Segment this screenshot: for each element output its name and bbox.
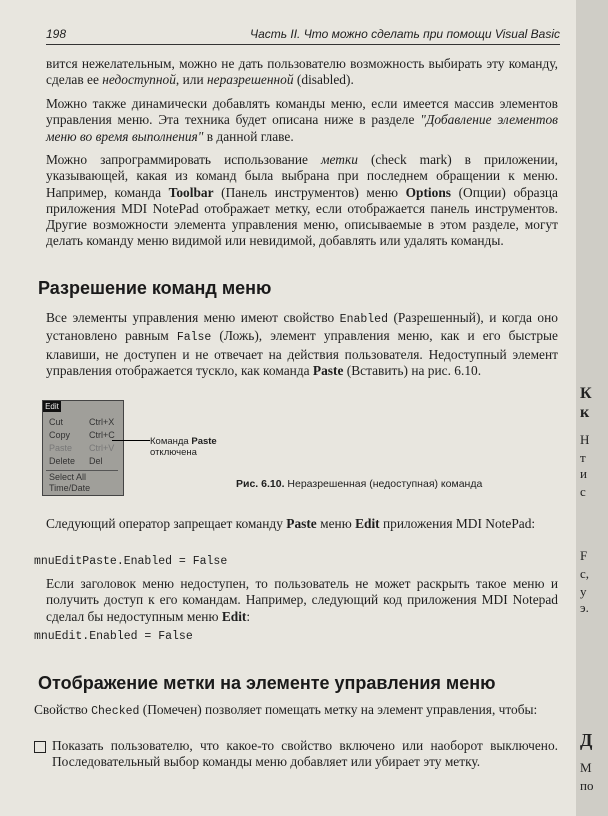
menu-item-paste-disabled: Paste — [49, 443, 73, 453]
edge-letter: к — [580, 404, 590, 421]
edge-letter: у — [580, 584, 587, 599]
menu-title-edit: Edit — [43, 401, 61, 412]
figure-edit-menu — [42, 400, 124, 496]
paragraph-checked-property: Свойство Checked (Помечен) позволяет помещать метку на элемент управления, чтобы: — [34, 702, 538, 718]
menu-item-time-date: Time/Date — [49, 483, 91, 493]
menu-item-copy: Copy — [49, 430, 71, 440]
adjacent-page-edge — [576, 0, 608, 816]
section-heading-check-mark: Отображение метки на элементе управления меню — [38, 673, 496, 693]
menu-item-delete: Delete — [49, 456, 76, 466]
menu-item-cut: Cut — [49, 417, 64, 427]
menu-shortcut-paste: Ctrl+V — [89, 443, 115, 453]
edge-letter: по — [580, 778, 594, 793]
callout-line — [112, 440, 150, 441]
bullet-item-show-user: Показать пользователю, что какое-то свойство включено или наоборот выключено. Последовательный выбор команды меню добавляет или убирает эту метку. — [52, 738, 558, 770]
menu-shortcut-delete: Del — [89, 456, 103, 466]
code-disable-paste: mnuEditPaste.Enabled = False — [34, 555, 228, 568]
edge-letter: Д — [580, 730, 593, 750]
paragraph-dynamic-menu: Можно также динамически добавлять команды меню, если имеется массив элементов управления меню. Эта техника будет описана ниже в разделе "Добавление элементов меню во время выполнения" в данной главе. — [46, 96, 558, 144]
edge-letter: Н — [580, 432, 590, 447]
menu-shortcut-cut: Ctrl+X — [89, 417, 115, 427]
page-number: 198 — [46, 27, 67, 41]
edge-letter: т — [580, 450, 586, 465]
running-title: Часть II. Что можно сделать при помощи Visual Basic — [249, 27, 560, 41]
code-disable-edit: mnuEdit.Enabled = False — [34, 630, 193, 643]
paragraph-disable-edit-menu: Если заголовок меню недоступен, то пользователь не может раскрыть такое меню и получить доступ к его командам. Например, следующий код приложения MDI Notepad сделал бы недоступным меню Edit: — [46, 576, 558, 624]
paragraph-enabled-property: Все элементы управления меню имеют свойство Enabled (Разрешенный), и когда оно установлено равным False (Ложь), элемент управления меню, как и его быстрые клавиши, не доступен и не отвечает на действия пользователя. Недоступный элемент управления отображается тускло, как команда Paste (Вставить) на рис. 6.10. — [46, 310, 558, 378]
page-header — [46, 26, 560, 45]
bullet-box — [34, 741, 46, 753]
figure-callout: Команда Paste отключена — [150, 436, 217, 458]
section-heading-enabling: Разрешение команд меню — [38, 278, 272, 298]
paragraph-check-mark: Можно запрограммировать использование метки (check mark) в приложении, указывающей, какая из команд была выбрана при последнем обращении к меню. Например, команда Toolbar (Панель инструментов) меню Options (Опции) образца приложения MDI NotePad отображает метку, если отображается панель инструментов. Другие возможности элемента управления меню, описываемые в этом разделе, могут делать команду меню видимой или невидимой, добавлять или удалять команды. — [46, 152, 559, 249]
menu-shortcut-copy: Ctrl+C — [89, 430, 115, 440]
paragraph-disable-paste: Следующий оператор запрещает команду Paste меню Edit приложения MDI NotePad: — [46, 516, 536, 531]
edge-letter: К — [580, 385, 592, 402]
menu-separator — [46, 470, 118, 471]
edge-letter: и — [580, 466, 587, 481]
edge-letter: с, — [580, 566, 590, 581]
paragraph-disabled-intro: вится нежелательным, можно не дать пользователю возможность выбирать эту команду, сделав ее недоступной, или неразрешенной (disabled). — [46, 56, 558, 88]
edge-letter: с — [580, 484, 586, 499]
menu-item-select-all: Select All — [49, 472, 87, 482]
edge-letter: F — [580, 548, 588, 563]
edge-letter: М — [580, 760, 592, 775]
figure-caption: Рис. 6.10. Неразрешенная (недоступная) команда — [236, 478, 483, 490]
edge-letter: э. — [580, 600, 589, 615]
